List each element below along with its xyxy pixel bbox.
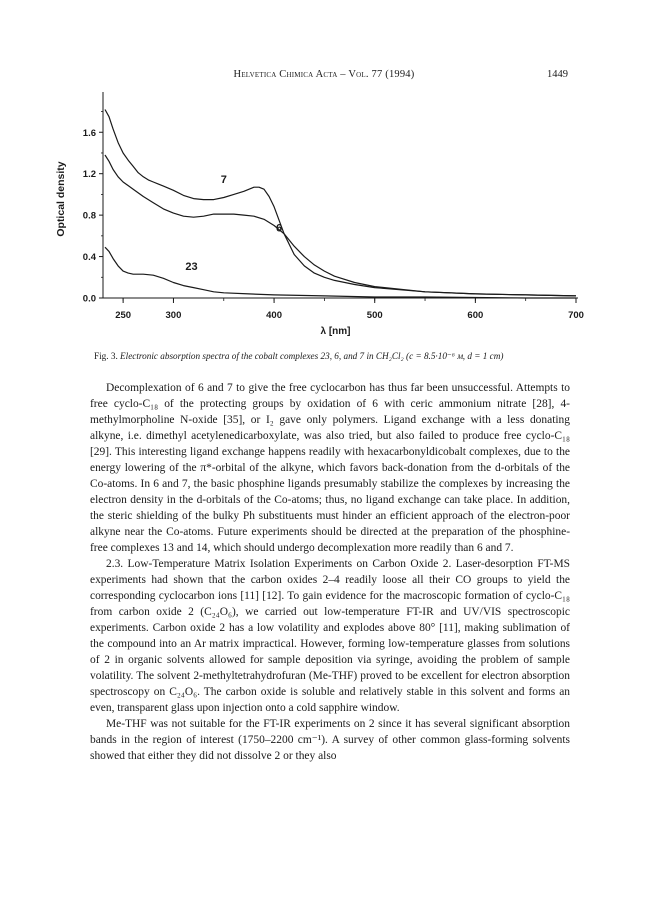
curve-label-6: 6 <box>276 222 283 235</box>
y-tick-label: 0.8 <box>82 210 96 222</box>
chart-labels <box>185 174 282 273</box>
paragraph-me-thf: Me-THF was not suitable for the FT-IR experiments on 2 since it has several significant absorption bands in the region of interest (1750–2200 cm⁻¹). A survey of other common glass-forming solvents showed that either they did not dissolve 2 or they also <box>90 718 570 762</box>
chart-ticks <box>83 112 584 321</box>
y-tick-label: 1.6 <box>82 127 96 139</box>
curve-label-23: 23 <box>185 261 198 274</box>
page-number: 1449 <box>547 69 568 80</box>
series-line-23 <box>105 247 576 298</box>
journal-title: Helvetica Chimica Acta – Vol. 77 (1994) <box>233 69 415 80</box>
y-tick-label: 0.0 <box>82 293 96 305</box>
x-tick-label: 400 <box>266 310 283 321</box>
caption-prefix: Fig. 3. <box>94 351 121 361</box>
curve-label-7: 7 <box>220 174 227 187</box>
body-text <box>90 380 570 764</box>
x-tick-label: 600 <box>467 310 484 321</box>
caption-text: Electronic absorption spectra of the cobalt complexes 23, 6, and 7 in CH₂Cl₂ (c = 8.5·10⁻⁶ ᴍ, d = 1 cm) <box>120 351 504 361</box>
y-tick-label: 0.4 <box>82 252 96 264</box>
x-axis-label: λ [nm] <box>320 326 351 337</box>
y-axis-label: Optical density <box>55 161 67 237</box>
series-line-7 <box>105 110 576 296</box>
chart-axes <box>55 92 578 337</box>
paragraph-decomplexation: Decomplexation of 6 and 7 to give the free cyclocarbon has thus far been unsuccessful. Attempts to free cyclo-C₁₈ of the protecting groups by oxidation of 6 with ceric ammonium nitrate [28], 4-methylmorpholine N-oxide [35], or I₂ gave only polymers. Ligand exchange with a less donating alkyne, i.e. dimethyl acetylenedicarboxylate, was also tried, but also failed to produce free cyclo-C₁₈ [29]. This interesting ligand exchange happens readily with hexacarbonyldicobalt complexes, due to the energy lowering of the π*-orbital of the alkyne, which favors back-donation from the d-orbitals of the Co-atoms. In 6 and 7, the basic phosphine ligands presumably stabilize the complexes by increasing the electron density in the d-orbitals of the Co-atoms; thus, no ligand exchange can take place. In addition, the steric shielding of the bulky Ph substituents must hinder an efficient approach of the electron-poor alkyne near the Co-atoms. Future experiments should be directed at the preparation of the phosphine-free complexes 13 and 14, which should undergo decomplexation more readily than 6 and 7. <box>90 382 570 554</box>
chart-series <box>105 110 576 299</box>
paragraph-matrix-isolation: 2.3. Low-Temperature Matrix Isolation Experiments on Carbon Oxide 2. Laser-desorption FT-MS experiments had shown that the carbon oxides 2–4 readily loose all their CO groups to yield the corresponding cyclocarbon ions [11] [12]. To gain evidence for the macroscopic formation of cyclo-C₁₈ from carbon oxide 2 (C₂₄O₆), we carried out low-temperature FT-IR and UV/VIS spectroscopic experiments. Carbon oxide 2 has a low volatility and explodes above 80° [11], making sublimation of the compound into an Ar matrix impractical. However, forming low-temperature glasses from solutions of 2 in organic solvents allowed for sample deposition via syringe, avoiding the problem of sample volatility. The solvent 2-methyltetrahydrofuran (Me-THF) proved to be excellent for electron absorption spectroscopy on C₂₄O₆. The carbon oxide is soluble and relatively stable in this solvent and forms an even, transparent glass upon injection onto a cold sapphire window. <box>90 558 570 714</box>
absorption-spectrum-figure <box>0 0 648 345</box>
figure-caption <box>94 350 574 362</box>
x-tick-label: 700 <box>568 310 584 321</box>
series-line-6 <box>105 155 576 296</box>
x-tick-label: 500 <box>366 310 383 321</box>
y-tick-label: 1.2 <box>82 169 96 181</box>
x-tick-label: 250 <box>115 310 132 321</box>
x-tick-label: 300 <box>165 310 182 321</box>
